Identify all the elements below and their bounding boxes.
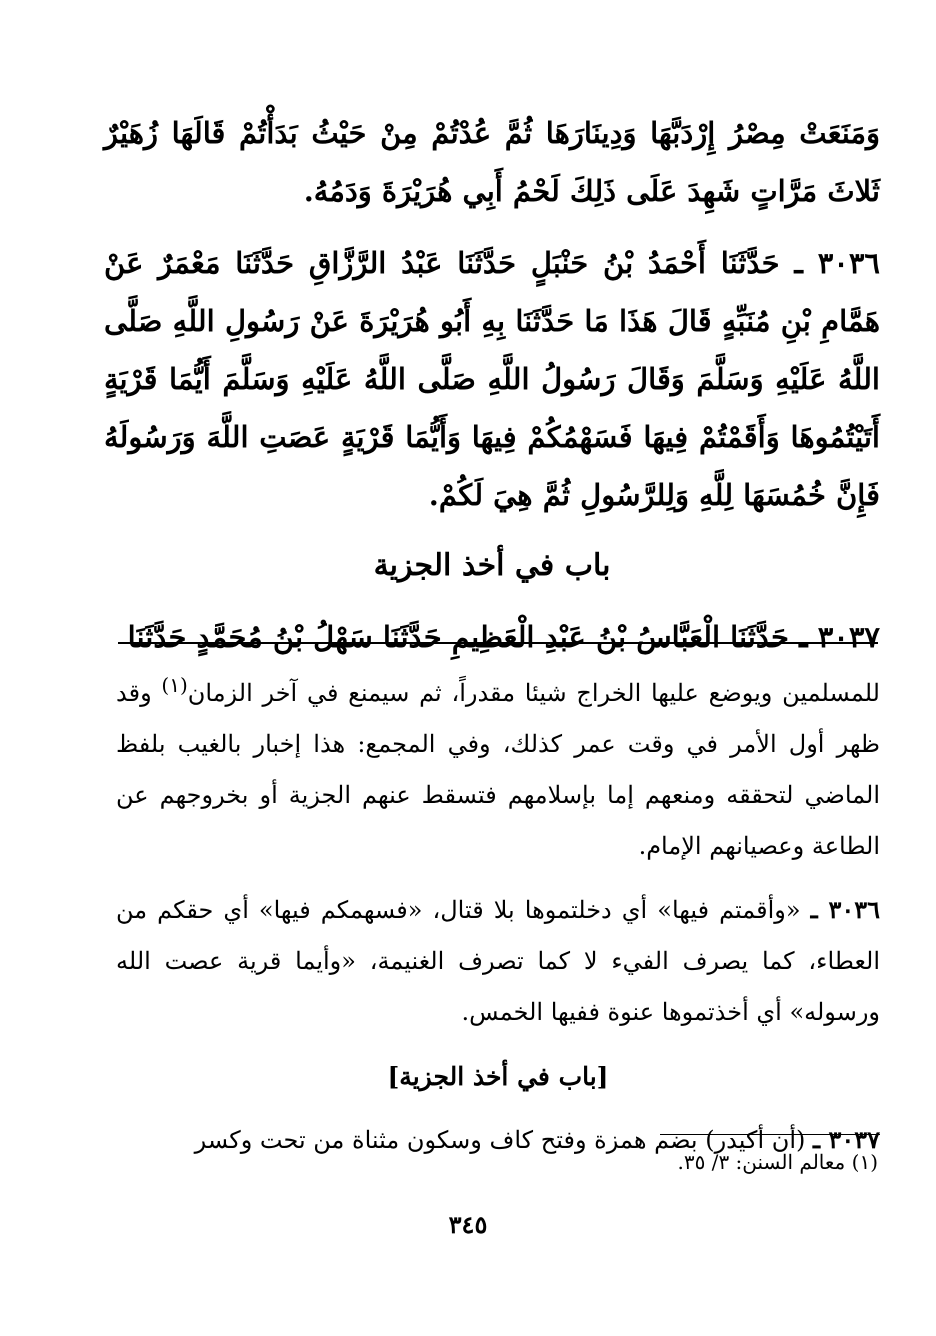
commentary-para-1-text: للمسلمين ويوضع عليها الخراج شيئا مقدراً، ثم سيمنع في آخر الزمان xyxy=(187,679,880,707)
hadith-3036-text: حَدَّثَنَا أَحْمَدُ بْنُ حَنْبَلٍ حَدَّثَنَا عَبْدُ الرَّزَّاقِ حَدَّثَنَا مَعْمَرٌ عَنْ هَمَّامِ بْنِ مُنَبِّهٍ قَالَ هَذَا مَا حَدَّثَنَا بِهِ أَبُو هُرَيْرَةَ عَنْ رَسُولِ اللَّهِ صَلَّى اللَّهُ عَلَيْهِ وَسَلَّمَ وَقَالَ رَسُولُ اللَّهِ صَلَّى اللَّهُ عَلَيْهِ وَسَلَّمَ أَيُّمَا قَرْيَةٍ أَتَيْتُمُوهَا وَأَقَمْتُمْ فِيهَا فَسَهْمُكُمْ فِيهَا وَأَيُّمَا قَرْيَةٍ عَصَتِ اللَّهَ وَرَسُولَهُ فَإِنَّ خُمُسَهَا لِلَّهِ وَلِلرَّسُولِ ثُمَّ هِيَ لَكُمْ. xyxy=(104,246,880,512)
commentary-block xyxy=(116,660,880,1178)
hadith-3037-text: حَدَّثَنَا الْعَبَّاسُ بْنُ عَبْدِ الْعَظِيمِ حَدَّثَنَا سَهْلُ بْنُ مُحَمَّدٍ حَدَّثَنَا xyxy=(127,620,789,654)
footnote-reference: (١) xyxy=(161,673,188,697)
hadith-3037-number: ٣٠٣٧ ـ xyxy=(799,620,880,654)
chapter-heading: باب في أخذ الجزية xyxy=(373,548,611,583)
hadith-3036 xyxy=(104,234,880,524)
hadith-continuation xyxy=(104,104,880,220)
commentary-para-1-text-cont: وقد ظهر أول الأمر في وقت عمر كذلك، وفي المجمع: هذا إخبار بالغيب بلفظ الماضي لتحققه ومنعهم إما بإسلامهم فتسقط عنهم الجزية أو بخروجهم عن الطاعة وعصيانهم الإمام. xyxy=(116,679,880,860)
commentary-para-1 xyxy=(116,660,880,872)
main-divider xyxy=(118,642,878,644)
commentary-para-2 xyxy=(116,884,880,1038)
commentary-heading: [باب في أخذ الجزية] xyxy=(387,1062,609,1091)
hadith-text-block xyxy=(104,104,880,680)
commentary-para-3-number: ٣٠٣٧ ـ xyxy=(813,1125,880,1154)
continuation-text: وَمَنَعَتْ مِصْرُ إِرْدَبَّهَا وَدِينَارَهَا ثُمَّ عُدْتُمْ مِنْ حَيْثُ بَدَأْتُمْ قَالَهَا زُهَيْرٌ ثَلاثَ مَرَّاتٍ شَهِدَ عَلَى ذَلِكَ لَحْمُ أَبِي هُرَيْرَةَ وَدَمُهُ. xyxy=(104,116,880,208)
footnote-text: معالم السنن: ٣/ ٣٥. xyxy=(677,1150,846,1174)
footnote-marker: (١) xyxy=(851,1150,878,1174)
commentary-para-3-text: (أن أكيدر) بضم همزة وفتح كاف وسكون مثناة من تحت وكسر xyxy=(194,1126,806,1154)
page-number: ٣٤٥ xyxy=(448,1210,488,1239)
footnote-divider xyxy=(660,1134,880,1135)
hadith-3037 xyxy=(104,608,880,666)
hadith-3036-number: ٣٠٣٦ ـ xyxy=(794,246,881,280)
footnote xyxy=(378,1144,878,1180)
commentary-para-2-number: ٣٠٣٦ ـ xyxy=(810,895,881,924)
commentary-para-2-text: «وأقمتم فيها» أي دخلتموها بلا قتال، «فسهمكم فيها» أي حقكم من العطاء، كما يصرف الفيء لا كما تصرف الغنيمة، «وأيما قرية عصت الله ورسوله» أي أخذتموها عنوة ففيها الخمس. xyxy=(116,896,880,1026)
